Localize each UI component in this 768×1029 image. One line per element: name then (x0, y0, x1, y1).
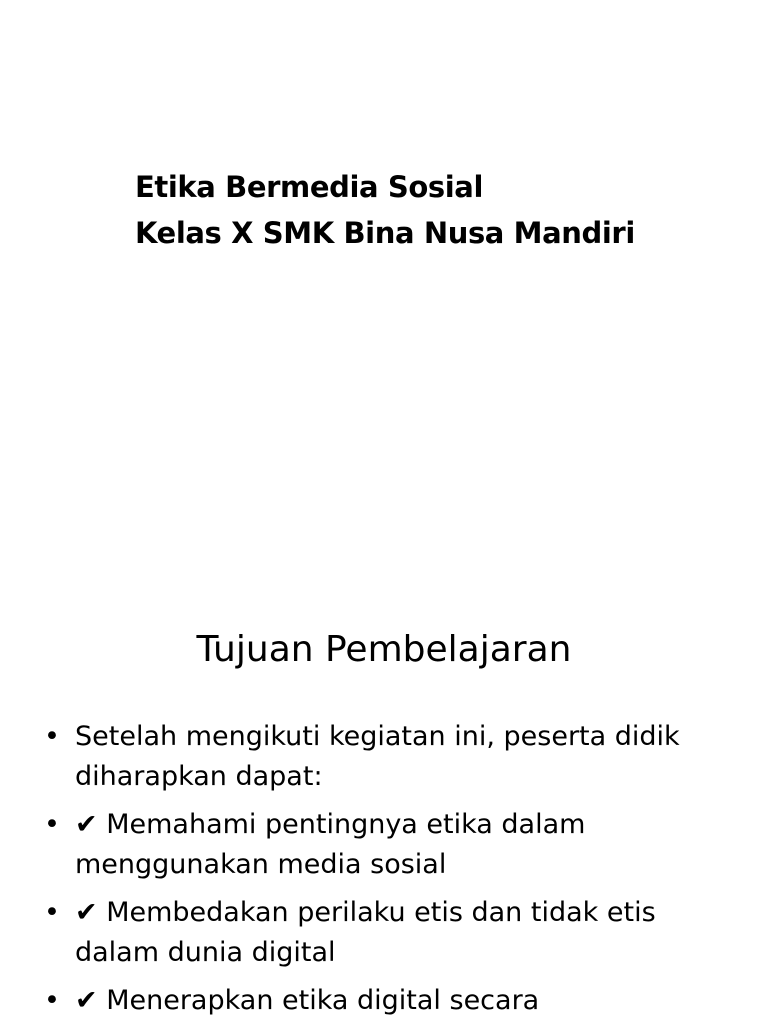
list-item-text: ✔ Membedakan perilaku etis dan tidak etis dalam dunia digital (75, 897, 656, 968)
title-line-1: Etika Bermedia Sosial (135, 170, 484, 204)
list-item-text: ✔ Menerapkan etika digital secara (75, 985, 540, 1016)
list-item (44, 805, 744, 885)
list-item (44, 717, 744, 797)
list-item (44, 981, 744, 1021)
bullet-icon: • (44, 985, 60, 1016)
list-item-text: ✔ Memahami pentingnya etika dalam menggunakan media sosial (75, 809, 586, 880)
bullet-icon: • (44, 721, 60, 752)
section-heading: Tujuan Pembelajaran (196, 629, 572, 670)
bullet-icon: • (44, 897, 60, 928)
list-item-text: Setelah mengikuti kegiatan ini, peserta didik diharapkan dapat: (75, 721, 680, 792)
list-item (44, 893, 744, 973)
objectives-list (44, 717, 744, 1029)
title-line-2: Kelas X SMK Bina Nusa Mandiri (135, 216, 635, 250)
bullet-icon: • (44, 809, 60, 840)
slide-title (135, 164, 635, 256)
